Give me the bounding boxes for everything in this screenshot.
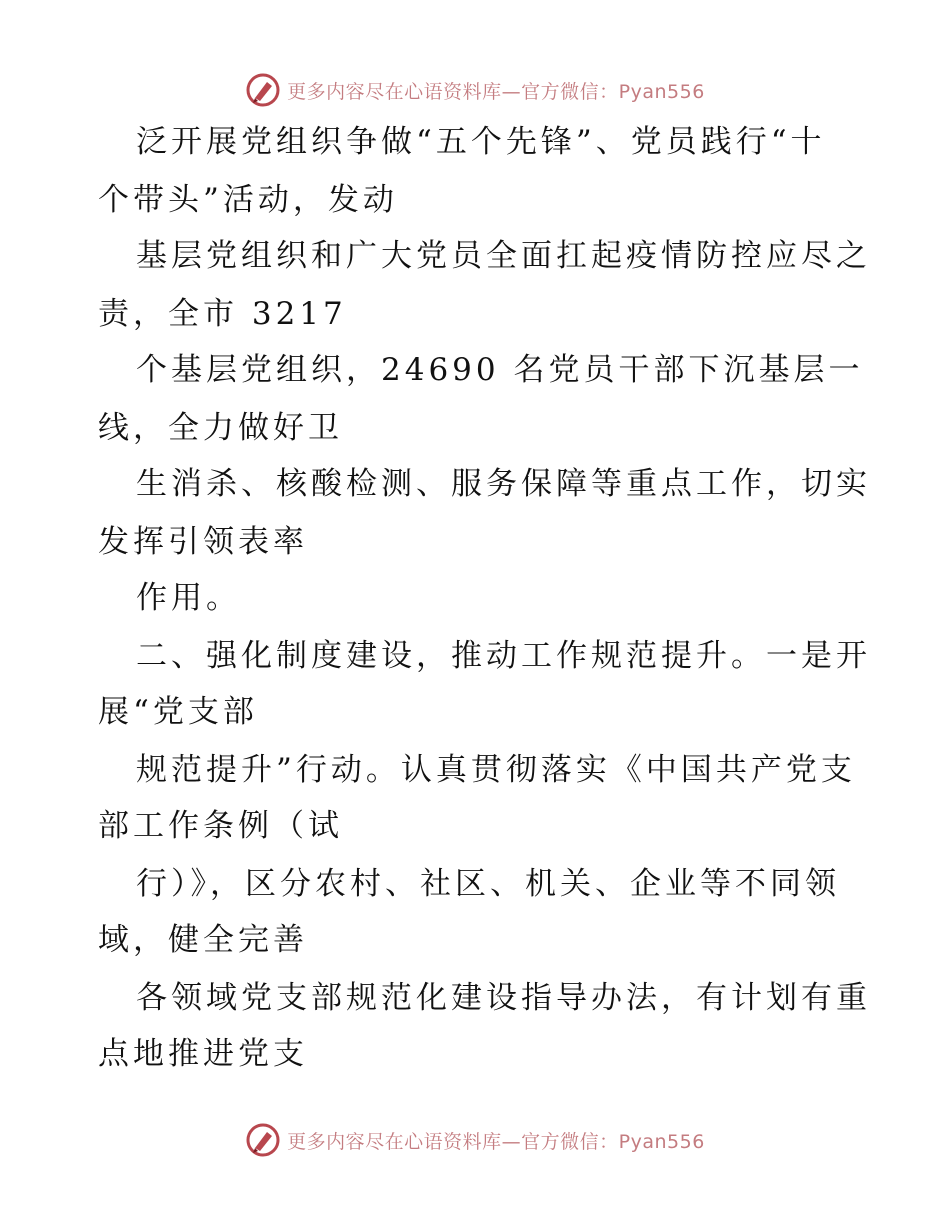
pen-seal-icon xyxy=(245,1122,281,1158)
text-line: 作用。 xyxy=(136,580,241,616)
text-line: 展“党支部 xyxy=(98,694,258,730)
text-line: 部工作条例（试 xyxy=(98,808,343,844)
text-line: 泛开展党组织争做“五个先锋”、党员践行“十 xyxy=(136,124,826,160)
text-line: 个基层党组织，24690 名党员干部下沉基层一 xyxy=(136,352,864,388)
text-line: 域，健全完善 xyxy=(98,922,308,958)
text-line: 生消杀、核酸检测、服务保障等重点工作，切实 xyxy=(136,466,871,502)
text-line: 责，全市 3217 xyxy=(98,296,347,332)
text-line: 线，全力做好卫 xyxy=(98,410,343,446)
banner-text: 更多内容尽在心语资料库—官方微信：Pyan556 xyxy=(287,80,705,103)
banner-text: 更多内容尽在心语资料库—官方微信：Pyan556 xyxy=(287,1130,705,1153)
text-line: 点地推进党支 xyxy=(98,1036,308,1072)
text-line: 基层党组织和广大党员全面扛起疫情防控应尽之 xyxy=(136,238,871,274)
text-line: 行）》，区分农村、社区、机关、企业等不同领 xyxy=(136,866,840,902)
text-line: 个带头”活动，发动 xyxy=(98,182,398,218)
text-line: 发挥引领表率 xyxy=(98,524,308,560)
text-line: 规范提升”行动。认真贯彻落实《中国共产党支 xyxy=(136,752,856,788)
text-line: 二、强化制度建设，推动工作规范提升。一是开 xyxy=(136,638,871,674)
footer-banner xyxy=(0,1120,950,1160)
text-line: 各领域党支部规范化建设指导办法，有计划有重 xyxy=(136,980,871,1016)
header-banner xyxy=(0,70,950,110)
pen-seal-icon xyxy=(245,72,281,108)
